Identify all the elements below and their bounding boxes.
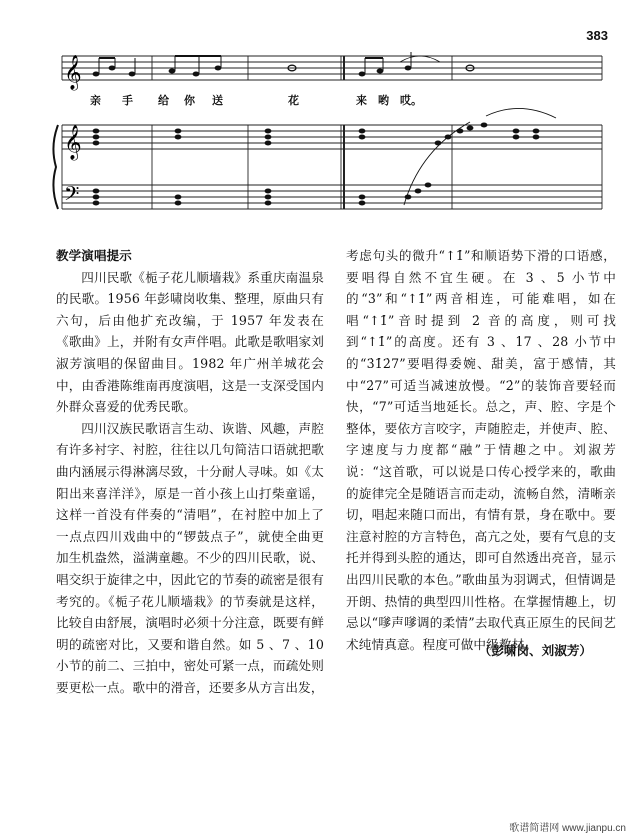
vocal-clef: 𝄞 [64,55,82,90]
treble-clef: 𝄞 [64,125,82,160]
ornament-slur [486,108,556,118]
arpeggio-slur [404,122,470,205]
bass-clef: 𝄢 [64,182,80,210]
lyric-syllable: 给 [158,94,169,107]
right-text-column [346,245,616,655]
lyric-syllable: 哎。 [400,94,422,107]
lyric-syllable: 来 [356,94,367,107]
piano-chords [93,123,540,206]
paragraph: 考虑句头的微升“↑1̇”和顺语势下滑的口语感，要唱得自然不宜生硬。在 3 、5 小节中的“3̇”和“↑1̇”两音相连，可能难唱，如在唱“↑1̇”音时提到 2̇ 音的高度，则可找到“↑1̇”的高度。还有 3 、17 、28 小节中的“3̇1̇2̇7”要唱得委婉、甜美，富于感情，其中“2̇7”可适当减速放慢。“2̇”的装饰音要轻而快，“7”可适当地延长。总之，声、腔、字是个整体，要依方言咬字，声随腔走，并使声、腔、字速度与力度都“融”于情趣之中。刘淑芳说：“这首歌，可以说是口传心授学来的，歌曲的旋律完全是随语言而走动，流畅自然，清晰亲切，唱起来随口而出，有情有景，身在歌中。要注意衬腔的方言特色，高亢之处，要有气息的支托并得到头腔的通达，即可自然透出亮音，显示出四川民歌的本色。”歌曲虽为羽调式，但情调是开朗、热情的典型四川性格。在掌握情趣上，切忌以“嗲声嗲调的柔情”去取代真正原生的民间艺术纯情真意。程度可做中级教材。 [346,248,616,652]
lyric-syllable: 亲 [90,94,101,107]
vocal-staff [62,56,602,80]
lyric-syllable: 花 [288,94,299,107]
music-score [0,0,640,240]
lyric-syllable: 送 [212,94,223,107]
attribution: （彭啸岗、刘淑芳） [478,643,592,658]
watermark: 歌谱简谱网 www.jianpu.cn [509,823,626,834]
page-number: 383 [586,28,608,43]
piano-bass-staff [62,185,602,209]
lyric-syllable: 手 [122,94,133,107]
lyric-syllable: 哟 [378,94,389,107]
piano-brace [53,125,58,209]
paragraph: 四川汉族民歌语言生动、诙谐、风趣，声腔有许多衬字、衬腔，往往以几句简洁口语就把歌曲内涵展示得淋漓尽致，十分耐人寻味。如《太阳出来喜洋洋》，原是一首小孩上山打柴童谣，这样一首没有伴奏的“清唱”，在衬腔中加上了一点点四川戏曲中的“锣鼓点子”，就使全曲更加生机盎然，溢满童趣。不少的四川民歌，说、唱交织于旋律之中，因此它的节奏的疏密是很有考究的。《栀子花儿顺墙栽》的节奏就是这样，比较自由舒展，演唱时必须十分注意，既要有鲜明的疏密对比，又要和谐自然。如 5 、7 、10 小节的前二、三拍中，密处可紧一点，而疏处则要更松一点。歌中的滑音，还要多从方言出发， [56,420,324,695]
lyric-syllable: 你 [184,94,195,107]
piano-treble-staff [62,125,602,149]
section-heading: 教学演唱提示 [56,248,132,263]
left-text-column [56,245,324,698]
lyrics-line [0,92,640,108]
paragraph: 四川民歌《栀子花儿顺墙栽》系重庆南温泉的民歌。1956 年彭啸岗收集、整理，原曲只有六句，后由他扩充改编，于 1957 年发表在《歌曲》上，并附有女声伴唱。此歌是歌唱家刘淑芳演唱的保留曲目。1982 年广州羊城花会中，由香港陈维南再度演唱，这是一支深受国内外群众喜爱的优秀民歌。 [56,269,324,415]
piano-barlines [62,125,602,209]
